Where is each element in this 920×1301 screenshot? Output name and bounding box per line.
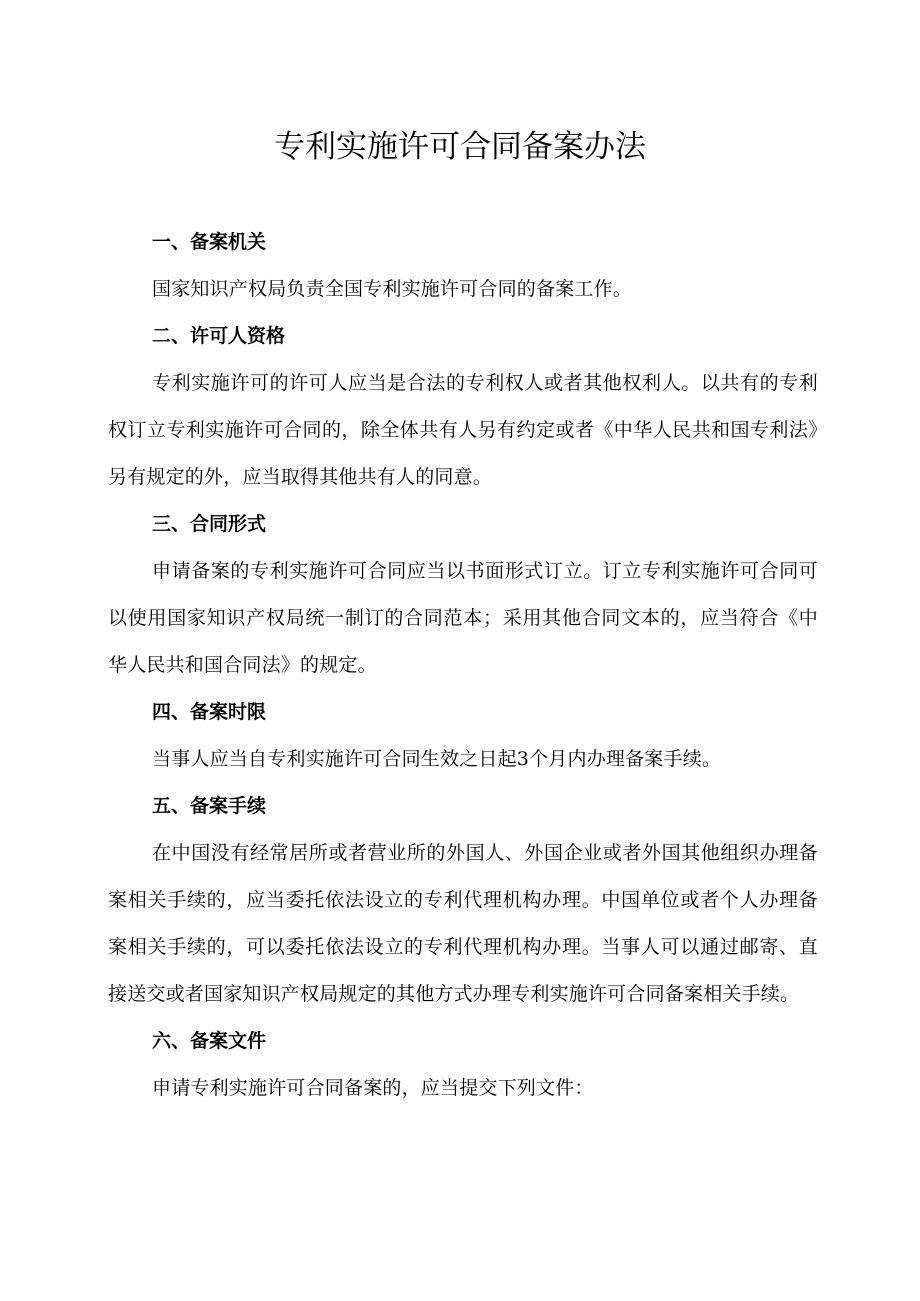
section-paragraph: 申请备案的专利实施许可合同应当以书面形式订立。订立专利实施许可合同可以使用国家知识产权局统一制订的合同范本；采用其他合同文本的，应当符合《中华人民共和国合同法》的规定。 xyxy=(108,560,818,676)
section-heading: 四、备案时限 xyxy=(152,701,267,723)
document-body xyxy=(108,219,818,1112)
section-heading: 五、备案手续 xyxy=(152,795,267,817)
section-heading: 一、备案机关 xyxy=(152,231,267,253)
section-4 xyxy=(108,689,818,783)
document-title: 专利实施许可合同备案办法 xyxy=(274,129,646,165)
section-5 xyxy=(108,783,818,1018)
section-heading: 六、备案文件 xyxy=(152,1030,267,1052)
section-3 xyxy=(108,501,818,689)
section-heading: 三、合同形式 xyxy=(152,513,267,535)
section-paragraph: 申请专利实施许可合同备案的，应当提交下列文件： xyxy=(152,1077,594,1099)
section-heading: 二、许可人资格 xyxy=(152,325,286,347)
section-paragraph: 当事人应当自专利实施许可合同生效之日起3个月内办理备案手续。 xyxy=(152,748,722,770)
section-paragraph: 在中国没有经常居所或者营业所的外国人、外国企业或者外国其他组织办理备案相关手续的，应当委托依法设立的专利代理机构办理。中国单位或者个人办理备案相关手续的，可以委托依法设立的专利代理机构办理。当事人可以通过邮寄、直接送交或者国家知识产权局规定的其他方式办理专利实施许可合同备案相关手续。 xyxy=(108,842,818,1005)
section-paragraph: 国家知识产权局负责全国专利实施许可合同的备案工作。 xyxy=(152,278,633,300)
section-2 xyxy=(108,313,818,501)
section-1 xyxy=(108,219,818,313)
section-paragraph: 专利实施许可的许可人应当是合法的专利权人或者其他权利人。以共有的专利权订立专利实施许可合同的，除全体共有人另有约定或者《中华人民共和国专利法》另有规定的外，应当取得其他共有人的同意。 xyxy=(108,372,818,488)
section-6 xyxy=(108,1018,818,1112)
